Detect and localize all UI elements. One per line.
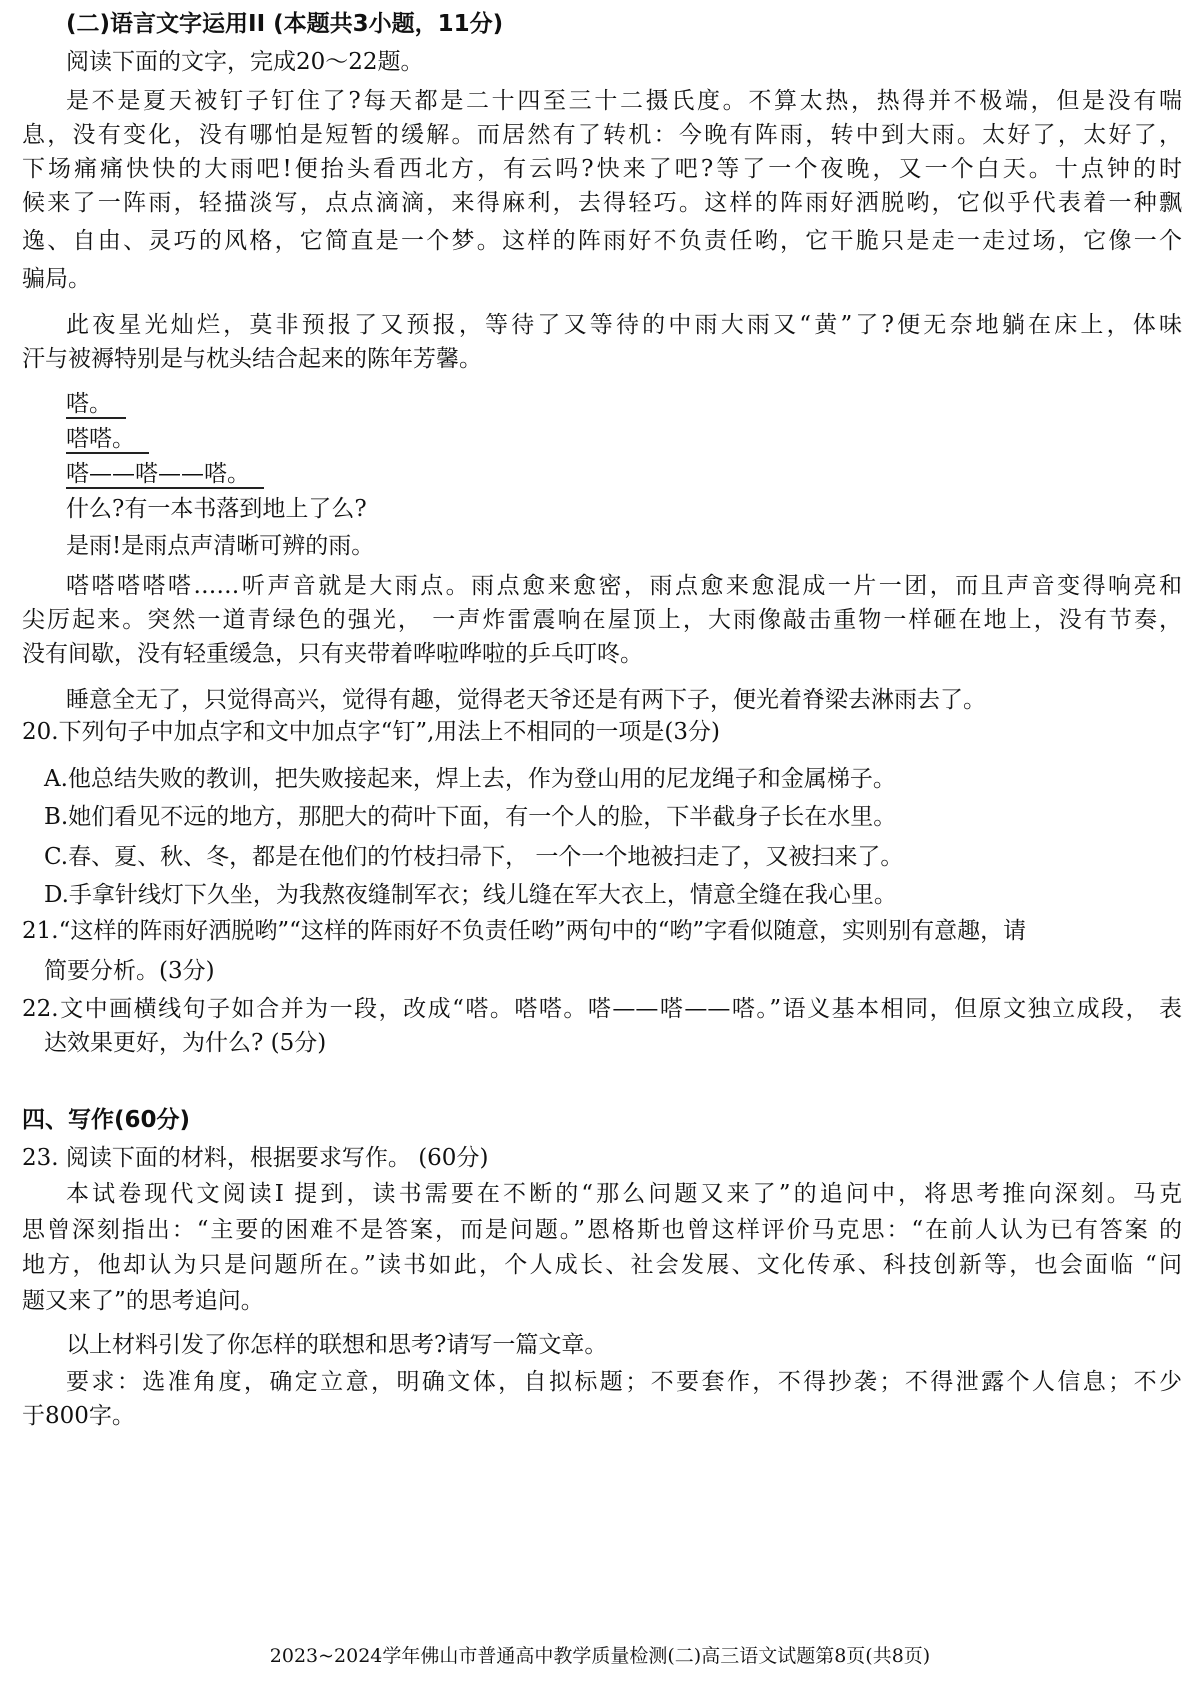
paragraph-line: 骗局。 <box>22 266 91 292</box>
paragraph-line: 是不是夏天被钉子钉住了?每天都是二十四至三十二摄氏度。不算太热，热得并不极端，但是没有喘 <box>66 88 1182 114</box>
question-20-option-c: C.春、夏、秋、冬，都是在他们的竹枝扫帚下， 一个一个地被扫走了，又被扫来了。 <box>44 844 904 870</box>
paragraph-line: 下场痛痛快快的大雨吧!便抬头看西北方，有云吗?快来了吧?等了一个夜晚，又一个白天。十点钟的时 <box>22 156 1182 182</box>
section-intro: 阅读下面的文字，完成20～22题。 <box>66 49 424 75</box>
paragraph-line: 逸、自由、灵巧的风格，它简直是一个梦。这样的阵雨好不负责任哟，它干脆只是走一走过场，它像一个 <box>22 228 1182 254</box>
question-20-option-a: A.他总结失败的教训，把失败接起来，焊上去，作为登山用的尼龙绳子和金属梯子。 <box>44 766 896 792</box>
section-title: (二)语言文字运用II (本题共3小题，11分) <box>66 11 504 37</box>
underlined-sentence: 嗒——嗒——嗒。 <box>66 458 264 490</box>
question-20-stem: 20.下列句子中加点字和文中加点字“钉”,用法上不相同的一项是(3分) <box>22 719 720 745</box>
page-footer: 2023~2024学年佛山市普通高中教学质量检测(二)高三语文试题第8页(共8页) <box>269 1645 931 1667</box>
question-21-line: 21.“这样的阵雨好洒脱哟”“这样的阵雨好不负责任哟”两句中的“哟”字看似随意，实则别有意趣，请 <box>22 918 1027 944</box>
paragraph-line: 睡意全无了，只觉得高兴，觉得有趣，觉得老天爷还是有两下子，便光着脊梁去淋雨去了。 <box>66 687 986 713</box>
question-22-line: 达效果更好，为什么? (5分) <box>44 1030 327 1056</box>
paragraph-line: 息，没有变化，没有哪怕是短暂的缓解。而居然有了转机：今晚有阵雨，转中到大雨。太好了，太好了， <box>22 122 1182 148</box>
paragraph-line: 汗与被褥特别是与枕头结合起来的陈年芳馨。 <box>22 346 482 372</box>
paragraph-line: 什么?有一本书落到地上了么? <box>66 496 367 522</box>
material-line: 思曾深刻指出：“主要的困难不是答案，而是问题。”恩格斯也曾这样评价马克思：“在前人认为已有答案 的 <box>22 1217 1182 1243</box>
paragraph-line: 尖厉起来。突然一道青绿色的强光， 一声炸雷震响在屋顶上，大雨像敲击重物一样砸在地上，没有节奏， <box>22 607 1182 633</box>
underlined-sentence: 嗒。 <box>66 388 126 420</box>
paragraph-line: 嗒嗒嗒嗒嗒……听声音就是大雨点。雨点愈来愈密，雨点愈来愈混成一片一团，而且声音变得响亮和 <box>66 573 1182 599</box>
material-line: 地方，他却认为只是问题所在。”读书如此，个人成长、社会发展、文化传承、科技创新等，也会面临 “问 <box>22 1252 1182 1278</box>
question-20-option-b: B.她们看见不远的地方，那肥大的荷叶下面，有一个人的脸，下半截身子长在水里。 <box>44 804 897 830</box>
question-21-line: 简要分析。(3分) <box>44 958 215 984</box>
paragraph-line: 此夜星光灿烂，莫非预报了又预报，等待了又等待的中雨大雨又“黄”了?便无奈地躺在床上，体味 <box>66 312 1182 338</box>
paragraph-line: 没有间歇，没有轻重缓急，只有夹带着哗啦哗啦的乒乓叮咚。 <box>22 641 643 667</box>
paragraph-line: 候来了一阵雨，轻描淡写，点点滴滴，来得麻利，去得轻巧。这样的阵雨好洒脱哟，它似乎代表着一种飘 <box>22 190 1182 216</box>
paragraph-line: 是雨!是雨点声清晰可辨的雨。 <box>66 533 375 559</box>
underlined-sentence: 嗒嗒。 <box>66 423 149 455</box>
question-23-stem: 23. 阅读下面的材料，根据要求写作。 (60分) <box>22 1145 489 1171</box>
question-22-line: 22.文中画横线句子如合并为一段，改成“嗒。嗒嗒。嗒——嗒——嗒。”语义基本相同，但原文独立成段， 表 <box>22 996 1182 1022</box>
question-20-option-d: D.手拿针线灯下久坐，为我熬夜缝制军衣；线儿缝在军大衣上，情意全缝在我心里。 <box>44 882 897 908</box>
material-line: 以上材料引发了你怎样的联想和思考?请写一篇文章。 <box>66 1332 608 1358</box>
writing-title: 四、写作(60分) <box>22 1107 191 1133</box>
requirement-line: 于800字。 <box>22 1403 135 1429</box>
material-line: 题又来了”的思考追问。 <box>22 1288 264 1314</box>
requirement-line: 要求：选准角度，确定立意，明确文体，自拟标题；不要套作，不得抄袭；不得泄露个人信息；不少 <box>66 1369 1182 1395</box>
material-line: 本试卷现代文阅读I 提到，读书需要在不断的“那么问题又来了”的追问中，将思考推向深刻。马克 <box>66 1181 1182 1207</box>
